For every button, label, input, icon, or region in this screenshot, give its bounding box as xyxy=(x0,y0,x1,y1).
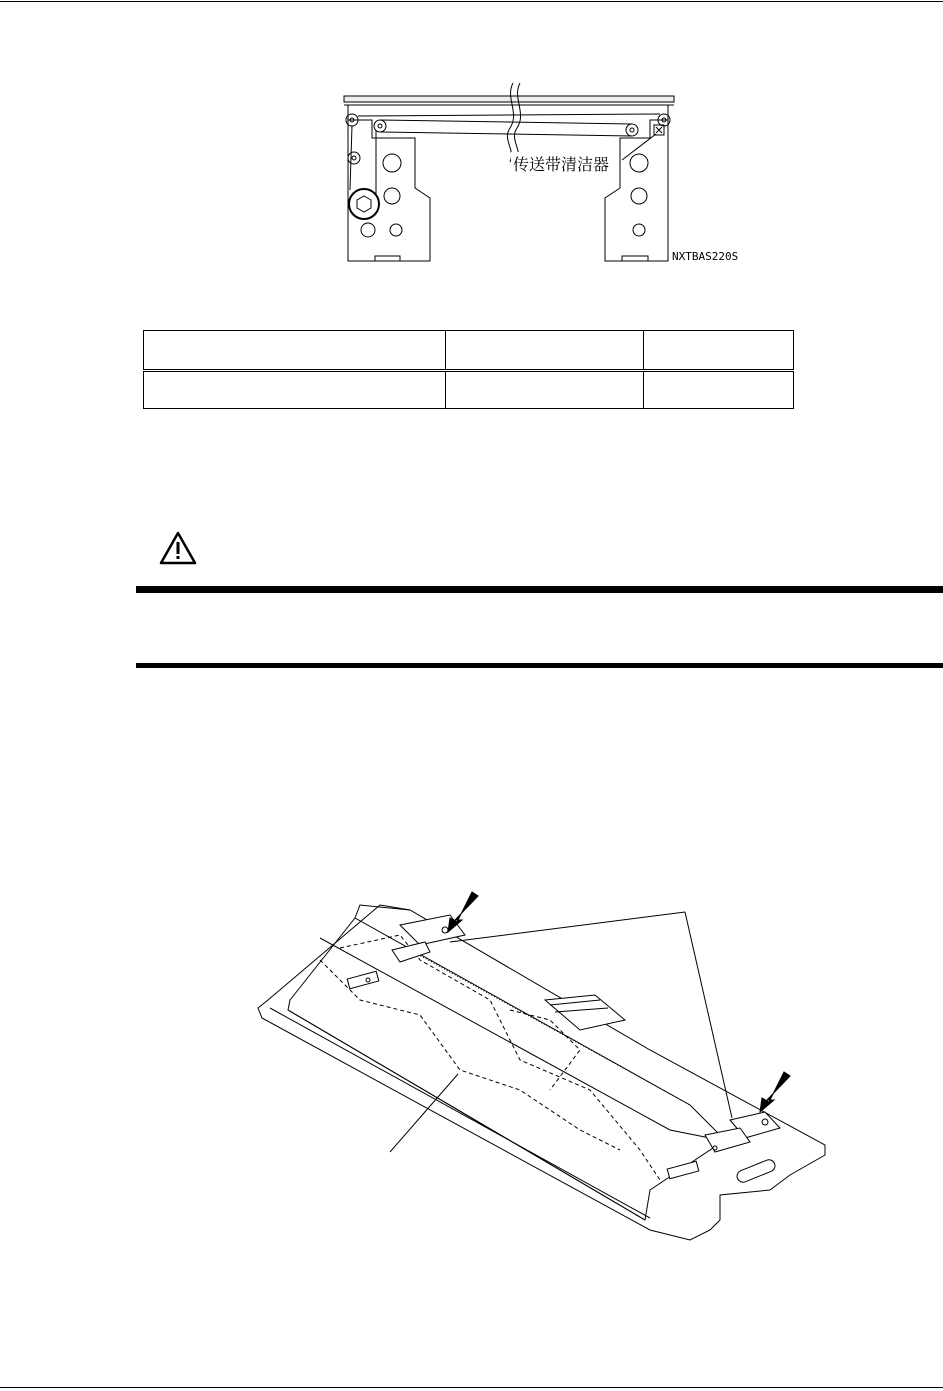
table-cell xyxy=(144,371,446,409)
belt-cleaner-label: 传送带清洁器 xyxy=(511,152,611,175)
table-cell xyxy=(144,331,446,371)
table-row xyxy=(144,371,794,409)
figure-carriage-assembly xyxy=(250,890,840,1260)
table-cell xyxy=(446,331,644,371)
table-cell xyxy=(644,371,794,409)
page-top-rule xyxy=(0,1,943,2)
caution-top-bar xyxy=(136,586,943,593)
page-bottom-rule xyxy=(0,1387,943,1388)
caution-bottom-bar xyxy=(136,663,943,668)
figure-code-label: NXTBAS220S xyxy=(672,250,739,263)
carriage-assembly-drawing xyxy=(250,890,840,1260)
table-cell xyxy=(644,331,794,371)
table-row xyxy=(144,331,794,371)
spec-table xyxy=(143,330,794,409)
warning-triangle-icon xyxy=(158,530,198,566)
table-cell xyxy=(446,371,644,409)
